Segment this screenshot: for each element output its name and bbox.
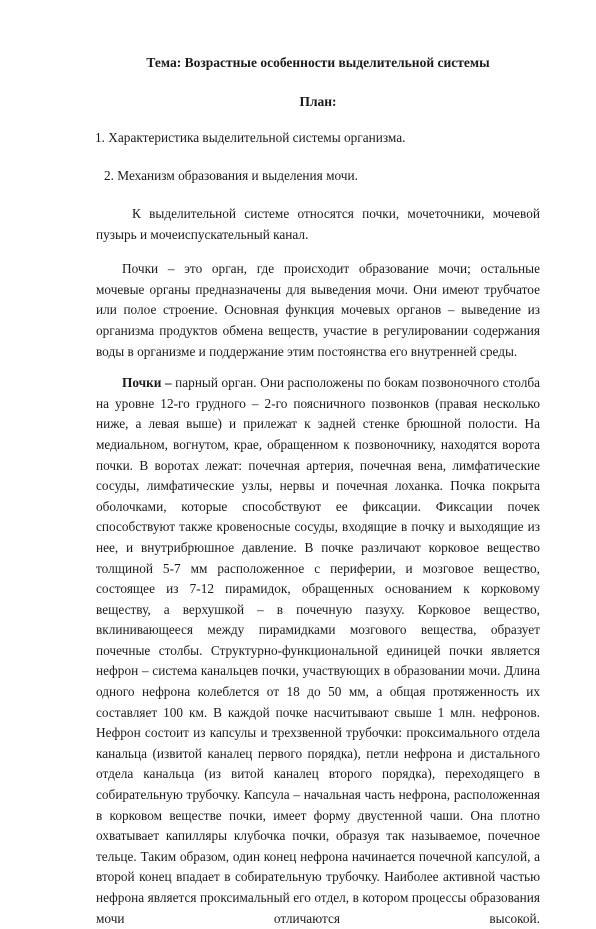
plan-item-1: 1. Характеристика выделительной системы организма. [95,130,406,145]
plan-item-2: 2. Механизм образования и выделения мочи. [104,168,358,183]
plan-heading: План: [299,94,337,109]
paragraph-kidneys-function: Почки – это орган, где происходит образование мочи; остальные мочевые органы предназначены для выведения мочи. Они имеют трубчатое или полое строение. Основная функция мочевых органов – выведение из организма продуктов обмена веществ, участие в регулировании содержания воды в организме и поддержание этим постоянства его внутренней среды. [96,261,540,359]
paragraph-kidneys-structure [96,373,540,929]
document-title: Тема: Возрастные особенности выделительной системы [146,55,490,70]
paragraph-body: парный орган. Они расположены по бокам позвоночного столба на уровне 12-го грудного – 2-го поясничного позвонков (правая несколько ниже, а левая выше) и прилежат к задней стенке брюшной полости. На медиальном, вогнутом, крае, обращенном к позвоночнику, находятся ворота почки. В воротах лежат: почечная артерия, почечная вена, лимфатические сосуды, лимфатические узлы, нервы и почечная лоханка. Почка покрыта оболочками, которые способствуют ее фиксации. Фиксации почек способствуют также кровеносные сосуды, входящие в почку и выходящие из нее, и внутрибрюшное давление. В почке различают корковое вещество толщиной 5-7 мм расположенное с периферии, и мозговое вещество, состоящее из 7-12 пирамидок, обращенных основанием к корковому веществу, а верхушкой – в почечную пазуху. Корковое вещество, вклинивающееся между пирамидками мозгового вещества, образует почечные столбы. Структурно-функциональной единицей почки является нефрон – система канальцев почки, участвующих в образовании мочи. Длина одного нефрона колеблется от 18 до 50 мм, а общая протяженность их составляет 100 км. В каждой почке насчитывают свыше 1 млн. нефронов. Нефрон состоит из капсулы и трехзвенной трубочки: проксимального отдела канальца (извитой каналец первого порядка), петли нефрона и дистального отдела канальца (из витой каналец второго порядка), переходящего в собирательную трубочку. Капсула – начальная часть нефрона, расположенная в корковом веществе почки, имеет форму двустенной чаши. Она плотно охватывает капилляры клубочка почки, образуя так называемое, почечное тельце. Таким образом, один конец нефрона начинается почечной капсулой, а второй конец впадает в собирательную трубочку. Наиболее активной частью нефрона является проксимальный его отдел, в котором процессы образования мочи отличаются высокой. [96,375,540,926]
paragraph-lead-term: Почки – [122,375,172,391]
paragraph-intro: К выделительной системе относятся почки, мочеточники, мочевой пузырь и мочеиспускательный канал. [96,206,540,242]
